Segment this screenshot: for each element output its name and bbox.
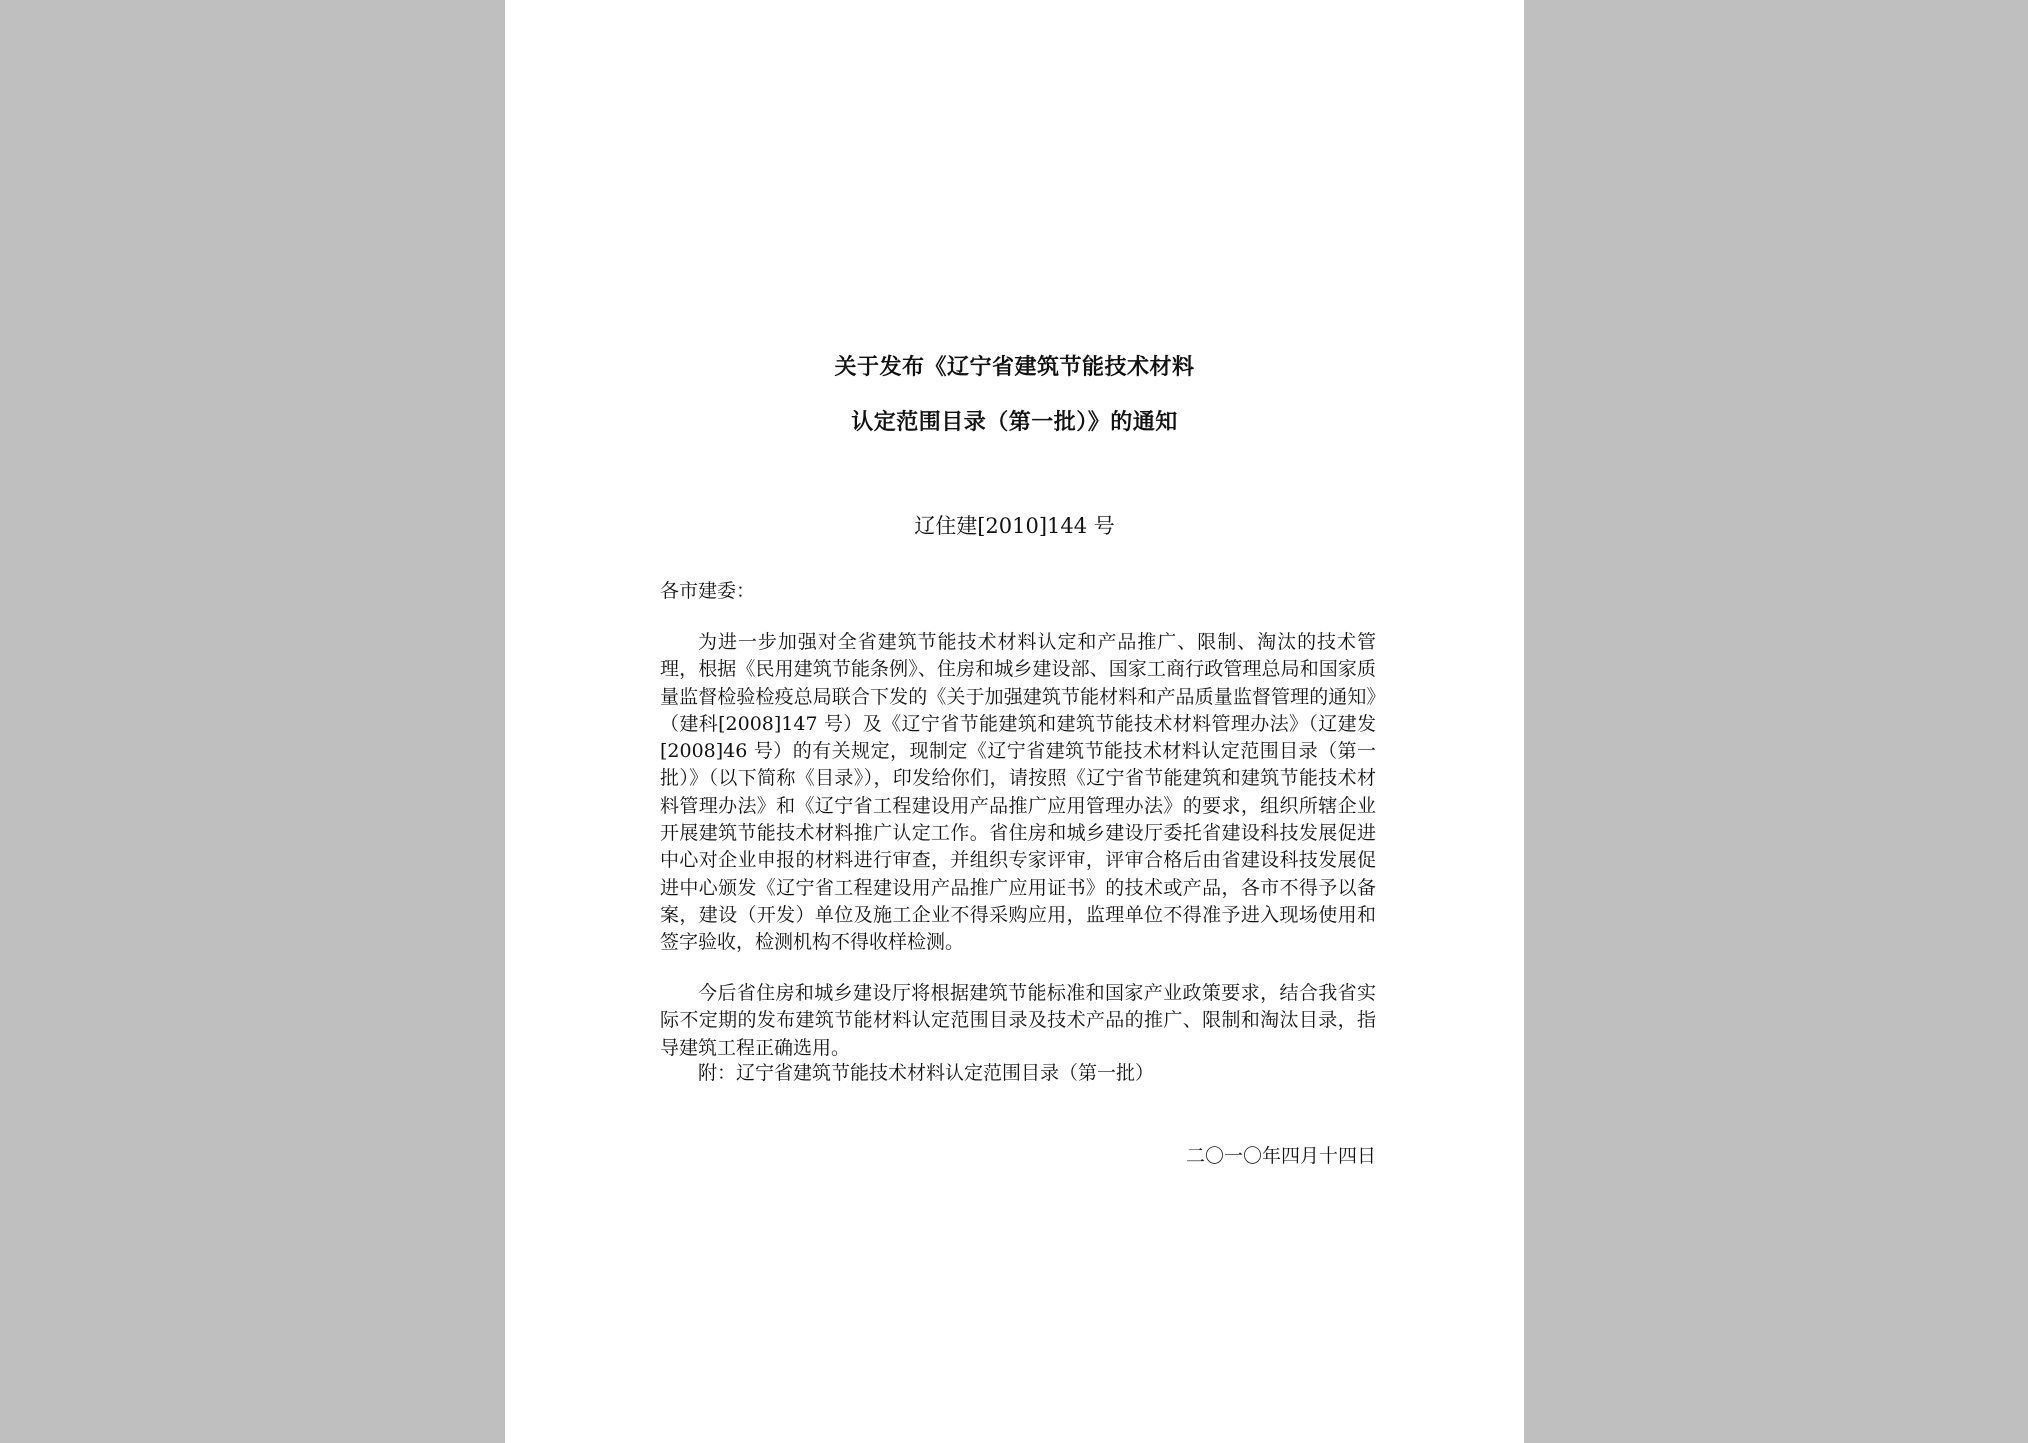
salutation: 各市建委： bbox=[660, 580, 756, 602]
document-title-line-2: 认定范围目录（第一批）》的通知 bbox=[851, 410, 1178, 435]
issue-date: 二〇一〇年四月十四日 bbox=[1185, 1145, 1376, 1167]
body-paragraph-2: 今后省住房和城乡建设厅将根据建筑节能标准和国家产业政策要求，结合我省实际不定期的发布建筑节能材料认定范围目录及技术产品的推广、限制和淘汰目录，指导建筑工程正确选用。 bbox=[660, 982, 1376, 1059]
document-title-line-1: 关于发布《辽宁省建筑节能技术材料 bbox=[834, 355, 1195, 380]
body-paragraph-1: 为进一步加强对全省建筑节能技术材料认定和产品推广、限制、淘汰的技术管理，根据《民用建筑节能条例》、住房和城乡建设部、国家工商行政管理总局和国家质量监督检验检疫总局联合下发的《关于加强建筑节能材料和产品质量监督管理的通知》（建科[2008]147 号）及《辽宁省节能建筑和建筑节能技术材料管理办法》（辽建发[2008]46 号）的有关规定，现制定《辽宁省建筑节能技术材料认定范围目录（第一批）》（以下简称《目录》），印发给你们，请按照《辽宁省节能建筑和建筑节能技术材料管理办法》和《辽宁省工程建设用产品推广应用管理办法》的要求，组织所辖企业开展建筑节能技术材料推广认定工作。省住房和城乡建设厅委托省建设科技发展促进中心对企业申报的材料进行审查，并组织专家评审，评审合格后由省建设科技发展促进中心颁发《辽宁省工程建设用产品推广应用证书》的技术或产品，各市不得予以备案，建设（开发）单位及施工企业不得采购应用，监理单位不得准予进入现场使用和签字验收，检测机构不得收样检测。 bbox=[660, 631, 1376, 954]
attachment-note: 附：辽宁省建筑节能技术材料认定范围目录（第一批） bbox=[698, 1062, 1155, 1084]
document-page bbox=[505, 0, 1524, 1443]
document-number: 辽住建[2010]144 号 bbox=[914, 514, 1115, 538]
